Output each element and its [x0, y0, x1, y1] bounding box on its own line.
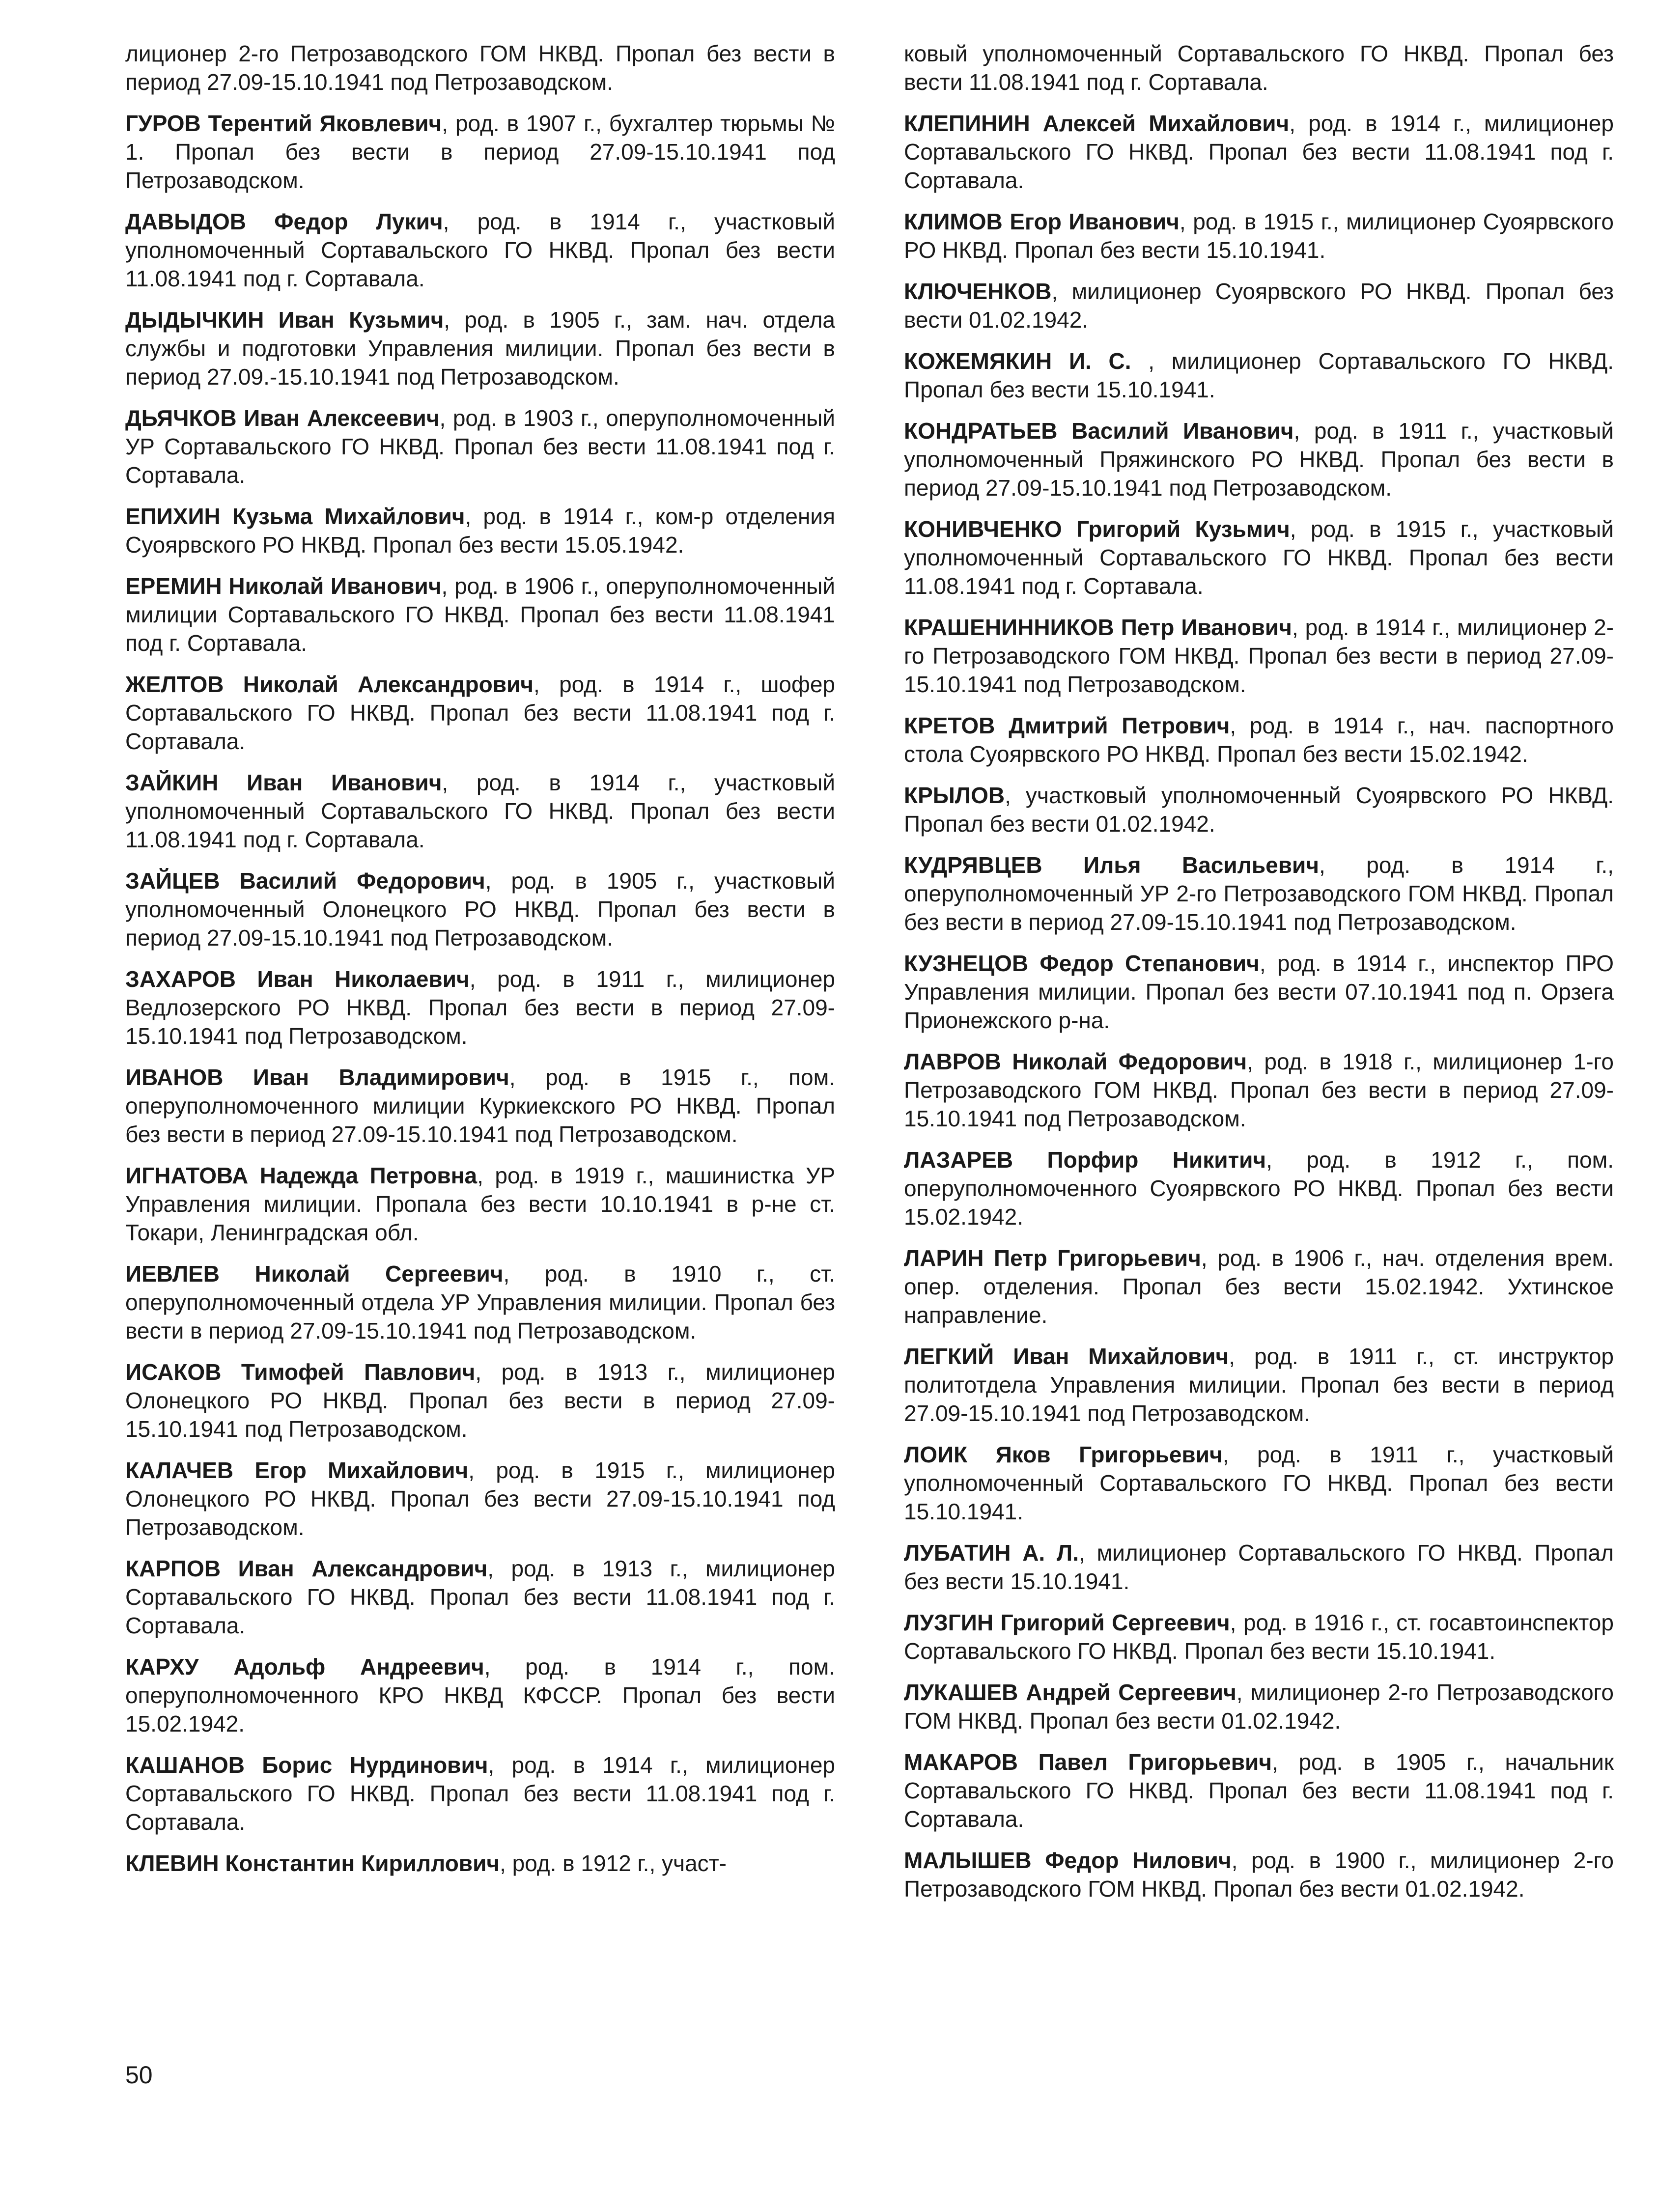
entry-details: , род. в 1913 г., милиционер Олонецкого РО НКВД. Пропал без вести в период 27.09-15.10.1941 под Петрозаводском.	[125, 1359, 835, 1442]
person-name: МАЛЫШЕВ Федор Нилович	[904, 1848, 1232, 1873]
page-number: 50	[125, 2061, 153, 2089]
person-name: КОЖЕМЯКИН И. С.	[904, 348, 1131, 374]
person-name: КЛЕПИНИН Алексей Михайлович	[904, 111, 1290, 136]
register-entry	[125, 670, 835, 756]
entry-details: , род. в 1914 г., инспектор ПРО Управления милиции. Пропал без вести 07.10.1941 под п. Орзега Прионежского р-на.	[904, 951, 1614, 1033]
person-name: ЛУКАШЕВ Андрей Сергеевич	[904, 1680, 1236, 1705]
register-entry	[904, 1539, 1614, 1596]
register-entry	[904, 1748, 1614, 1833]
entry-details: , род. в 1915 г., пом. оперуполномоченного милиции Куркиекского РО НКВД. Пропал без вести в период 27.09-15.10.1941 под Петрозаводском.	[125, 1064, 835, 1147]
entry-details: , род. в 1912 г., участ-	[500, 1850, 727, 1876]
entry-details: , род. в 1905 г., зам. нач. отдела службы и подготовки Управления милиции. Пропал без вести в период 27.09.-15.10.1941 под Петрозаводском.	[125, 307, 835, 390]
person-name: ДЬЯЧКОВ Иван Алексеевич	[125, 405, 440, 431]
entry-details: , род. в 1915 г., участковый уполномоченный Сортавальского ГО НКВД. Пропал без вести 11.08.1941 под г. Сортавала.	[904, 516, 1614, 599]
register-entry	[904, 1244, 1614, 1329]
entry-details: , род. в 1914 г., участковый уполномоченный Сортавальского ГО НКВД. Пропал без вести 11.08.1941 под г. Сортавала.	[125, 770, 835, 852]
person-name: МАКАРОВ Павел Григорьевич	[904, 1749, 1272, 1775]
person-name: ДАВЫДОВ Федор Лукич	[125, 209, 443, 234]
register-entry	[904, 1047, 1614, 1133]
register-entry	[125, 306, 835, 391]
entry-details: , род. в 1914 г., милиционер 2-го Петрозаводского ГОМ НКВД. Пропал без вести в период 27.09-15.10.1941 под Петрозаводском.	[904, 615, 1614, 697]
register-entry	[904, 949, 1614, 1035]
register-entry	[125, 572, 835, 657]
entry-details: , род. в 1906 г., оперуполномоченный милиции Сортавальского ГО НКВД. Пропал без вести 11.08.1941 под г. Сортавала.	[125, 573, 835, 656]
person-name: ЛОИК Яков Григорьевич	[904, 1442, 1223, 1467]
register-entry	[125, 1260, 835, 1345]
register-entry	[904, 347, 1614, 404]
register-entry	[125, 207, 835, 293]
entry-details: , род. в 1912 г., пом. оперуполномоченного Суоярвского РО НКВД. Пропал без вести 15.02.1942.	[904, 1147, 1614, 1230]
register-entry	[904, 417, 1614, 502]
register-entry	[125, 1063, 835, 1148]
register-entry	[125, 1849, 835, 1877]
entry-details: , род. в 1913 г., милиционер Сортавальского ГО НКВД. Пропал без вести 11.08.1941 под г. Сортавала.	[125, 1556, 835, 1638]
person-name: ИЕВЛЕВ Николай Сергеевич	[125, 1261, 504, 1287]
register-entry	[125, 1358, 835, 1443]
entry-details: , род. в 1905 г., участковый уполномоченный Олонецкого РО НКВД. Пропал без вести в период 27.09-15.10.1941 под Петрозаводском.	[125, 868, 835, 951]
person-name: ЕПИХИН Кузьма Михайлович	[125, 504, 465, 529]
entry-details: , род. в 1914 г., оперуполномоченный УР 2-го Петрозаводского ГОМ НКВД. Пропал без вести в период 27.09-15.10.1941 под Петрозаводском.	[904, 852, 1614, 935]
person-name: ЛУЗГИН Григорий Сергеевич	[904, 1610, 1230, 1635]
person-name: КУДРЯВЦЕВ Илья Васильевич	[904, 852, 1319, 878]
entry-details: , род. в 1918 г., милиционер 1-го Петрозаводского ГОМ НКВД. Пропал без вести в период 27.09-15.10.1941 под Петрозаводском.	[904, 1049, 1614, 1131]
person-name: ЗАЙКИН Иван Иванович	[125, 770, 442, 795]
entry-details: , род. в 1911 г., милиционер Ведлозерского РО НКВД. Пропал без вести в период 27.09-15.10.1941 под Петрозаводском.	[125, 966, 835, 1049]
entry-details: , милиционер Сортавальского ГО НКВД. Пропал без вести 15.10.1941.	[904, 1540, 1614, 1594]
register-entry	[904, 1342, 1614, 1428]
entry-details: , род. в 1910 г., ст. оперуполномоченный отдела УР Управления милиции. Пропал без вести в период 27.09-15.10.1941 под Петрозаводском.	[125, 1261, 836, 1344]
register-entry	[904, 207, 1614, 264]
entry-details: , род. в 1903 г., оперуполномоченный УР Сортавальского ГО НКВД. Пропал без вести 11.08.1941 под г. Сортавала.	[125, 405, 835, 488]
entry-details: , род. в 1914 г., ком-р отделения Суоярвского РО НКВД. Пропал без вести 15.05.1942.	[125, 504, 835, 558]
register-entry	[904, 851, 1614, 936]
person-name: ИГНАТОВА Надежда Петровна	[125, 1163, 478, 1188]
person-name: ЛУБАТИН А. Л.	[904, 1540, 1079, 1566]
person-name: КРАШЕНИННИКОВ Петр Иванович	[904, 615, 1292, 640]
register-entry	[125, 109, 835, 195]
entry-details: , род. в 1911 г., ст. инструктор политотдела Управления милиции. Пропал без вести в период 27.09-15.10.1941 под Петрозаводском.	[904, 1344, 1614, 1426]
person-name: ЕРЕМИН Николай Иванович	[125, 573, 442, 599]
entry-details: , род. в 1914 г., нач. паспортного стола Суоярвского РО НКВД. Пропал без вести 15.02.1942.	[904, 713, 1614, 767]
register-entry	[125, 965, 835, 1050]
person-name: ЛАЗАРЕВ Порфир Никитич	[904, 1147, 1266, 1173]
register-entry	[904, 39, 1614, 96]
person-name: КАШАНОВ Борис Нурдинович	[125, 1752, 488, 1778]
person-name: ДЫДЫЧКИН Иван Кузьмич	[125, 307, 444, 333]
person-name: КЛЮЧЕНКОВ	[904, 279, 1052, 304]
register-entry	[904, 1608, 1614, 1665]
entry-details: , род. в 1907 г., бухгалтер тюрьмы № 1. Пропал без вести в период 27.09-15.10.1941 под Петрозаводском.	[125, 111, 835, 193]
register-entry	[125, 404, 835, 489]
register-entry	[904, 515, 1614, 600]
register-entry	[904, 711, 1614, 768]
person-name: КОНИВЧЕНКО Григорий Кузьмич	[904, 516, 1290, 542]
register-entry	[125, 1554, 835, 1640]
register-entry	[125, 1161, 835, 1247]
entry-details: , род. в 1911 г., участковый уполномоченный Пряжинского РО НКВД. Пропал без вести в период 27.09-15.10.1941 под Петрозаводском.	[904, 418, 1614, 501]
entry-details: , род. в 1914 г., пом. оперуполномоченного КРО НКВД КФССР. Пропал без вести 15.02.1942.	[125, 1654, 835, 1736]
entry-details: , род. в 1914 г., участковый уполномоченный Сортавальского ГО НКВД. Пропал без вести 11.08.1941 под г. Сортавала.	[125, 209, 835, 291]
register-entry	[125, 1751, 835, 1836]
person-name: КОНДРАТЬЕВ Василий Иванович	[904, 418, 1294, 444]
register-entry	[125, 768, 835, 854]
entry-details: , род. в 1911 г., участковый уполномоченный Сортавальского ГО НКВД. Пропал без вести 15.10.1941.	[904, 1442, 1614, 1524]
person-name: ЗАЙЦЕВ Василий Федорович	[125, 868, 485, 894]
register-entry	[125, 502, 835, 559]
register-entry	[125, 1652, 835, 1738]
left-column	[125, 39, 835, 1890]
register-entry	[904, 781, 1614, 838]
entry-details: , род. в 1914 г., милиционер Сортавальского ГО НКВД. Пропал без вести 11.08.1941 под г. Сортавала.	[904, 111, 1614, 193]
entry-details: , род. в 1914 г., шофер Сортавальского ГО НКВД. Пропал без вести 11.08.1941 под г. Сортавала.	[125, 672, 835, 754]
person-name: КРЫЛОВ	[904, 783, 1005, 808]
person-name: ЗАХАРОВ Иван Николаевич	[125, 966, 470, 992]
entry-details: , род. в 1916 г., ст. госавтоинспектор Сортавальского ГО НКВД. Пропал без вести 15.10.1941.	[904, 1610, 1614, 1664]
person-name: ГУРОВ Терентий Яковлевич	[125, 111, 442, 136]
person-name: КЛИМОВ Егор Иванович	[904, 209, 1180, 234]
entry-details: , род. в 1915 г., милиционер Олонецкого РО НКВД. Пропал без вести 27.09-15.10.1941 под Петрозаводском.	[125, 1457, 835, 1540]
register-entry	[904, 109, 1614, 195]
person-name: КУЗНЕЦОВ Федор Степанович	[904, 951, 1260, 976]
person-name: ИСАКОВ Тимофей Павлович	[125, 1359, 476, 1385]
register-entry	[904, 1440, 1614, 1526]
register-entry	[904, 613, 1614, 699]
entry-details: , род. в 1919 г., машинистка УР Управления милиции. Пропала без вести 10.10.1941 в р-не ст. Токари, Ленинградская обл.	[125, 1163, 836, 1245]
register-entry	[125, 867, 835, 952]
entry-details: , милиционер 2-го Петрозаводского ГОМ НКВД. Пропал без вести 01.02.1942.	[904, 1680, 1614, 1734]
person-name: КЛЕВИН Константин Кириллович	[125, 1850, 500, 1876]
person-name: КАРХУ Адольф Андреевич	[125, 1654, 484, 1680]
entry-details: , участковый уполномоченный Суоярвского РО НКВД. Пропал без вести 01.02.1942.	[904, 783, 1614, 837]
entry-details: , род. в 1900 г., милиционер 2-го Петрозаводского ГОМ НКВД. Пропал без вести 01.02.1942.	[904, 1848, 1614, 1902]
entry-details: , милиционер Суоярвского РО НКВД. Пропал без вести 01.02.1942.	[904, 279, 1614, 333]
entry-details: лиционер 2-го Петрозаводского ГОМ НКВД. Пропал без вести в период 27.09-15.10.1941 под Петрозаводском.	[125, 41, 835, 95]
entry-details: ковый уполномоченный Сортавальского ГО НКВД. Пропал без вести 11.08.1941 под г. Сортавала.	[904, 41, 1614, 95]
person-name: ЛЕГКИЙ Иван Михайлович	[904, 1344, 1229, 1369]
person-name: ЖЕЛТОВ Николай Александрович	[125, 672, 534, 697]
entry-details: , род. в 1906 г., нач. отделения врем. опер. отделения. Пропал без вести 15.02.1942. Ухтинское направление.	[904, 1245, 1614, 1328]
entry-details: , милиционер Сортавальского ГО НКВД. Пропал без вести 15.10.1941.	[904, 348, 1614, 402]
entry-details: , род. в 1915 г., милиционер Суоярвского РО НКВД. Пропал без вести 15.10.1941.	[904, 209, 1614, 263]
person-name: ЛАРИН Петр Григорьевич	[904, 1245, 1201, 1271]
register-entry	[904, 1846, 1614, 1903]
person-name: ИВАНОВ Иван Владимирович	[125, 1064, 509, 1090]
right-column	[904, 39, 1614, 1916]
person-name: КАЛАЧЕВ Егор Михайлович	[125, 1457, 469, 1483]
register-entry	[125, 1456, 835, 1541]
register-entry	[904, 1146, 1614, 1231]
register-entry	[125, 39, 835, 96]
person-name: КРЕТОВ Дмитрий Петрович	[904, 713, 1230, 738]
register-entry	[904, 277, 1614, 334]
entry-details: , род. в 1914 г., милиционер Сортавальского ГО НКВД. Пропал без вести 11.08.1941 под г. Сортавала.	[125, 1752, 835, 1835]
register-entry	[904, 1678, 1614, 1735]
person-name: ЛАВРОВ Николай Федорович	[904, 1049, 1247, 1074]
entry-details: , род. в 1905 г., начальник Сортавальского ГО НКВД. Пропал без вести 11.08.1941 под г. Сортавала.	[904, 1749, 1614, 1832]
person-name: КАРПОВ Иван Александрович	[125, 1556, 488, 1581]
